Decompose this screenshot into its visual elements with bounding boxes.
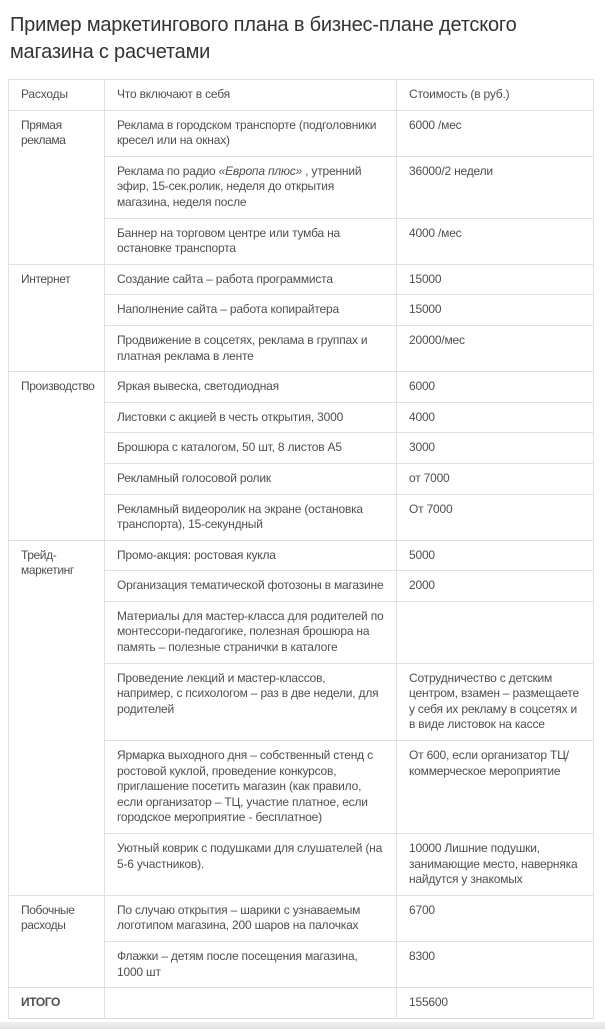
cost-cell: 4000 /мес	[397, 218, 594, 264]
category-cell: Прямая реклама	[9, 110, 105, 264]
item-cell	[105, 110, 397, 156]
cost-cell: 6700	[397, 895, 594, 941]
item-text: Листовки с акцией в честь открытия, 3000	[117, 409, 344, 424]
cost-cell: 36000/2 недели	[397, 156, 594, 218]
cost-cell: От 600, если организатор ТЦ/ коммерческое мероприятие	[397, 741, 594, 834]
header-row	[9, 80, 594, 111]
item-cell	[105, 941, 397, 987]
item-text: Ярмарка выходного дня – собственный стенд с ростовой куклой, проведение конкурсов, приглашение посетить магазин (как правило, если организатор – ТЦ, участие платное, если городское мероприятие - бесплатное)	[117, 748, 373, 825]
item-text: Флажки – детям после посещения магазина, 1000 шт	[117, 948, 358, 979]
cost-cell: Сотрудничество с детским центром, взамен – размещаете у себя их рекламу в соцсетях и в виде листовок на кассе	[397, 663, 594, 740]
header-cost: Стоимость (в руб.)	[397, 80, 594, 111]
item-cell	[105, 218, 397, 264]
item-text: Промо-акция: ростовая кукла	[117, 547, 276, 562]
cost-cell: 5000	[397, 540, 594, 571]
total-empty-cell	[105, 988, 397, 1019]
item-text: Реклама в городском транспорте (подголовники кресел или на окнах)	[117, 117, 377, 148]
header-includes: Что включают в себя	[105, 80, 397, 111]
cost-cell: 15000	[397, 295, 594, 326]
item-text: Рекламный видеоролик на экране (остановка транспорта), 15-секундный	[117, 501, 363, 532]
item-cell	[105, 402, 397, 433]
cost-cell: 6000	[397, 372, 594, 403]
cost-cell: 15000	[397, 264, 594, 295]
item-text: , утренний эфир, 15-сек.ролик, неделя до открытия магазина, неделя после	[117, 163, 362, 209]
total-value: 155600	[397, 988, 594, 1019]
item-cell	[105, 433, 397, 464]
item-cell	[105, 325, 397, 371]
page-title: Пример маркетингового плана в бизнес-плане детского магазина с расчетами	[10, 14, 517, 63]
table-header	[9, 80, 594, 111]
item-cell	[105, 295, 397, 326]
cost-cell: 8300	[397, 941, 594, 987]
item-text: Брошюра с каталогом, 50 шт, 8 листов А5	[117, 440, 342, 455]
category-cell: Производство	[9, 372, 105, 541]
cost-cell: От 7000	[397, 494, 594, 540]
item-text: Материалы для мастер-класса для родителей по монтессори-педагогике, полезная брошюра на память – полезные странички в каталоге	[117, 608, 384, 655]
item-cell	[105, 494, 397, 540]
item-cell	[105, 540, 397, 571]
cost-cell: 20000/мес	[397, 325, 594, 371]
total-label: ИТОГО	[9, 988, 105, 1019]
table-footer	[9, 988, 594, 1019]
cost-cell: 3000	[397, 433, 594, 464]
item-text: Яркая вывеска, светодиодная	[117, 379, 279, 394]
header-expenses: Расходы	[9, 80, 105, 111]
table-row	[9, 110, 594, 156]
item-text: Наполнение сайта – работа копирайтера	[117, 302, 339, 317]
item-cell	[105, 663, 397, 740]
cost-cell: 4000	[397, 402, 594, 433]
item-text: Уютный коврик с подушками для слушателей (на 5-6 участников).	[117, 841, 383, 871]
category-cell: Побочные расходы	[9, 895, 105, 987]
category-cell: Интернет	[9, 264, 105, 371]
table-row	[9, 372, 594, 403]
item-text: Продвижение в соцсетях, реклама в группах и платная реклама в ленте	[117, 332, 368, 363]
cost-cell: 6000 /мес	[397, 110, 594, 156]
marketing-plan-table	[8, 79, 594, 1019]
category-cell: Трейд-маркетинг	[9, 540, 105, 895]
item-cell	[105, 741, 397, 834]
item-text: По случаю открытия – шарики с узнаваемым логотипом магазина, 200 шаров на палочках	[117, 902, 361, 933]
item-cell	[105, 372, 397, 403]
item-text-italic: «Европа плюс»	[218, 163, 303, 178]
cost-cell: 2000	[397, 571, 594, 602]
item-cell	[105, 264, 397, 295]
table-row	[9, 895, 594, 941]
table-body	[9, 110, 594, 988]
cost-cell	[397, 601, 594, 663]
item-text: Реклама по радио	[117, 163, 219, 178]
page-bottom-edge	[0, 1022, 605, 1029]
item-cell	[105, 463, 397, 494]
item-cell	[105, 156, 397, 218]
item-cell	[105, 834, 397, 896]
item-text: Создание сайта – работа программиста	[117, 271, 333, 286]
item-cell	[105, 571, 397, 602]
total-row	[9, 988, 594, 1019]
item-cell	[105, 895, 397, 941]
table-row	[9, 540, 594, 571]
cost-cell: от 7000	[397, 463, 594, 494]
item-cell	[105, 601, 397, 663]
cost-cell: 10000 Лишние подушки, занимающие место, наверняка найдутся у знакомых	[397, 834, 594, 896]
item-text: Проведение лекций и мастер-классов, например, с психологом – раз в две недели, для родителей	[117, 670, 379, 716]
item-text: Баннер на торговом центре или тумба на остановке транспорта	[117, 225, 340, 256]
table-row	[9, 264, 594, 295]
item-text: Организация тематической фотозоны в магазине	[117, 578, 384, 593]
item-text: Рекламный голосовой ролик	[117, 470, 271, 485]
